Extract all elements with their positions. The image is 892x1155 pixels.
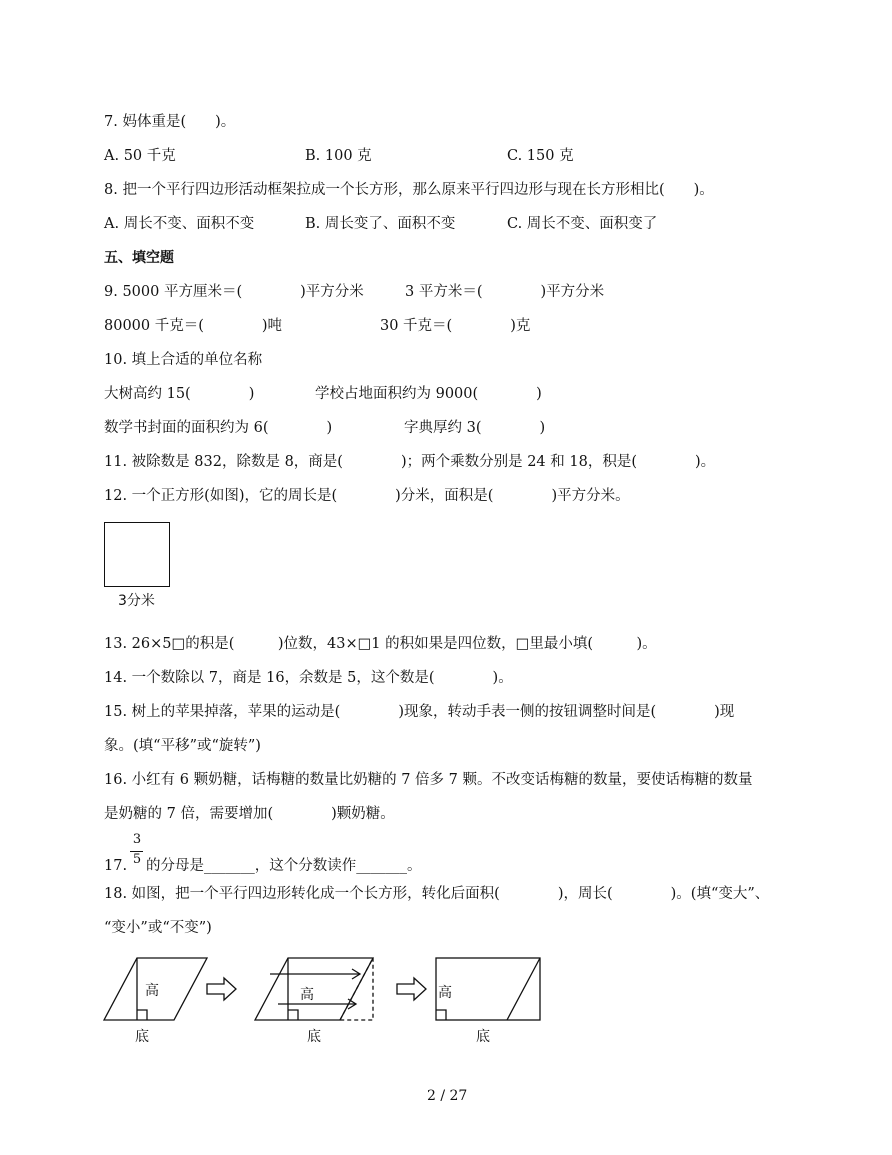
q11: 11. 被除数是 832，除数是 8，商是( )；两个乘数分别是 24 和 18，积是( )。 (104, 454, 716, 470)
q18-transform-diagram (0, 948, 892, 1068)
q18-line1: 18. 如图，把一个平行四边形转化成一个长方形，转化后面积( )，周长( )。(填“变大”、 (104, 886, 770, 902)
q9-line1-a: 9. 5000 平方厘米＝( )平方分米 (104, 284, 364, 300)
q9-line2-b: 30 千克＝( )克 (380, 318, 531, 334)
right-angle-mark (137, 1010, 147, 1020)
q10-stem: 10. 填上合适的单位名称 (104, 352, 263, 368)
q16-line2: 是奶糖的 7 倍，需要增加( )颗奶糖。 (104, 806, 395, 822)
q14: 14. 一个数除以 7，商是 16，余数是 5，这个数是( )。 (104, 670, 513, 686)
base-label-3: 底 (476, 1029, 490, 1045)
q8-option-a: A. 周长不变、面积不变 (104, 216, 255, 232)
parallelogram-cut-shape (255, 958, 373, 1020)
q10-b: 学校占地面积约为 9000( ) (315, 386, 542, 402)
q10-a: 大树高约 15( ) (104, 386, 255, 402)
q10-d: 字典厚约 3( ) (404, 420, 546, 436)
arrow-right-icon (207, 978, 236, 1000)
q8-option-c: C. 周长不变、面积变了 (507, 216, 658, 232)
fraction-numerator: 3 (132, 832, 142, 847)
right-angle-mark-3 (436, 1010, 446, 1020)
q13: 13. 26×5□的积是( )位数，43×□1 的积如果是四位数，□里最小填( )。 (104, 636, 657, 652)
q12-square-figure (104, 522, 170, 587)
q17-number: 17. (104, 858, 128, 874)
base-label-1: 底 (135, 1029, 149, 1045)
q7-option-c: C. 150 克 (507, 148, 574, 164)
q12-stem: 12. 一个正方形(如图)，它的周长是( )分米，面积是( )平方分米。 (104, 488, 630, 504)
right-angle-mark-2 (288, 1010, 298, 1020)
base-label-2: 底 (307, 1029, 321, 1045)
q8-option-b: B. 周长变了、面积不变 (305, 216, 456, 232)
q17-text: 的分母是_______，这个分数读作_______。 (146, 858, 422, 874)
q7-option-a: A. 50 千克 (104, 148, 176, 164)
arrow-right-icon (397, 978, 426, 1000)
q12-figure-label: 3分米 (118, 593, 155, 609)
q16-line1: 16. 小红有 6 颗奶糖，话梅糖的数量比奶糖的 7 倍多 7 颗。不改变话梅糖的数量，要使话梅糖的数量 (104, 772, 753, 788)
q8-stem: 8. 把一个平行四边形活动框架拉成一个长方形，那么原来平行四边形与现在长方形相比( )。 (104, 182, 714, 198)
q9-line1-b: 3 平方米＝( )平方分米 (405, 284, 605, 300)
q9-line2-a: 80000 千克＝( )吨 (104, 318, 283, 334)
q7-option-b: B. 100 克 (305, 148, 372, 164)
section-heading-fill-in: 五、填空题 (104, 250, 174, 266)
height-label-3: 高 (438, 985, 452, 1001)
fraction-denominator: 5 (132, 852, 142, 867)
height-label-2: 高 (300, 987, 314, 1003)
q7-stem: 7. 妈体重是( )。 (104, 114, 236, 130)
q15-line2: 象。(填“平移”或“旋转”) (104, 738, 261, 754)
q10-c: 数学书封面的面积约为 6( ) (104, 420, 333, 436)
q18-line2: “变小”或“不变”) (104, 920, 212, 936)
q15-line1: 15. 树上的苹果掉落，苹果的运动是( )现象，转动手表一侧的按钮调整时间是( )现 (104, 704, 735, 720)
page-number: 2 / 27 (427, 1088, 468, 1104)
height-label-1: 高 (145, 983, 159, 999)
diagonal-cut-line (507, 958, 540, 1020)
shifted-triangle (340, 958, 373, 1020)
